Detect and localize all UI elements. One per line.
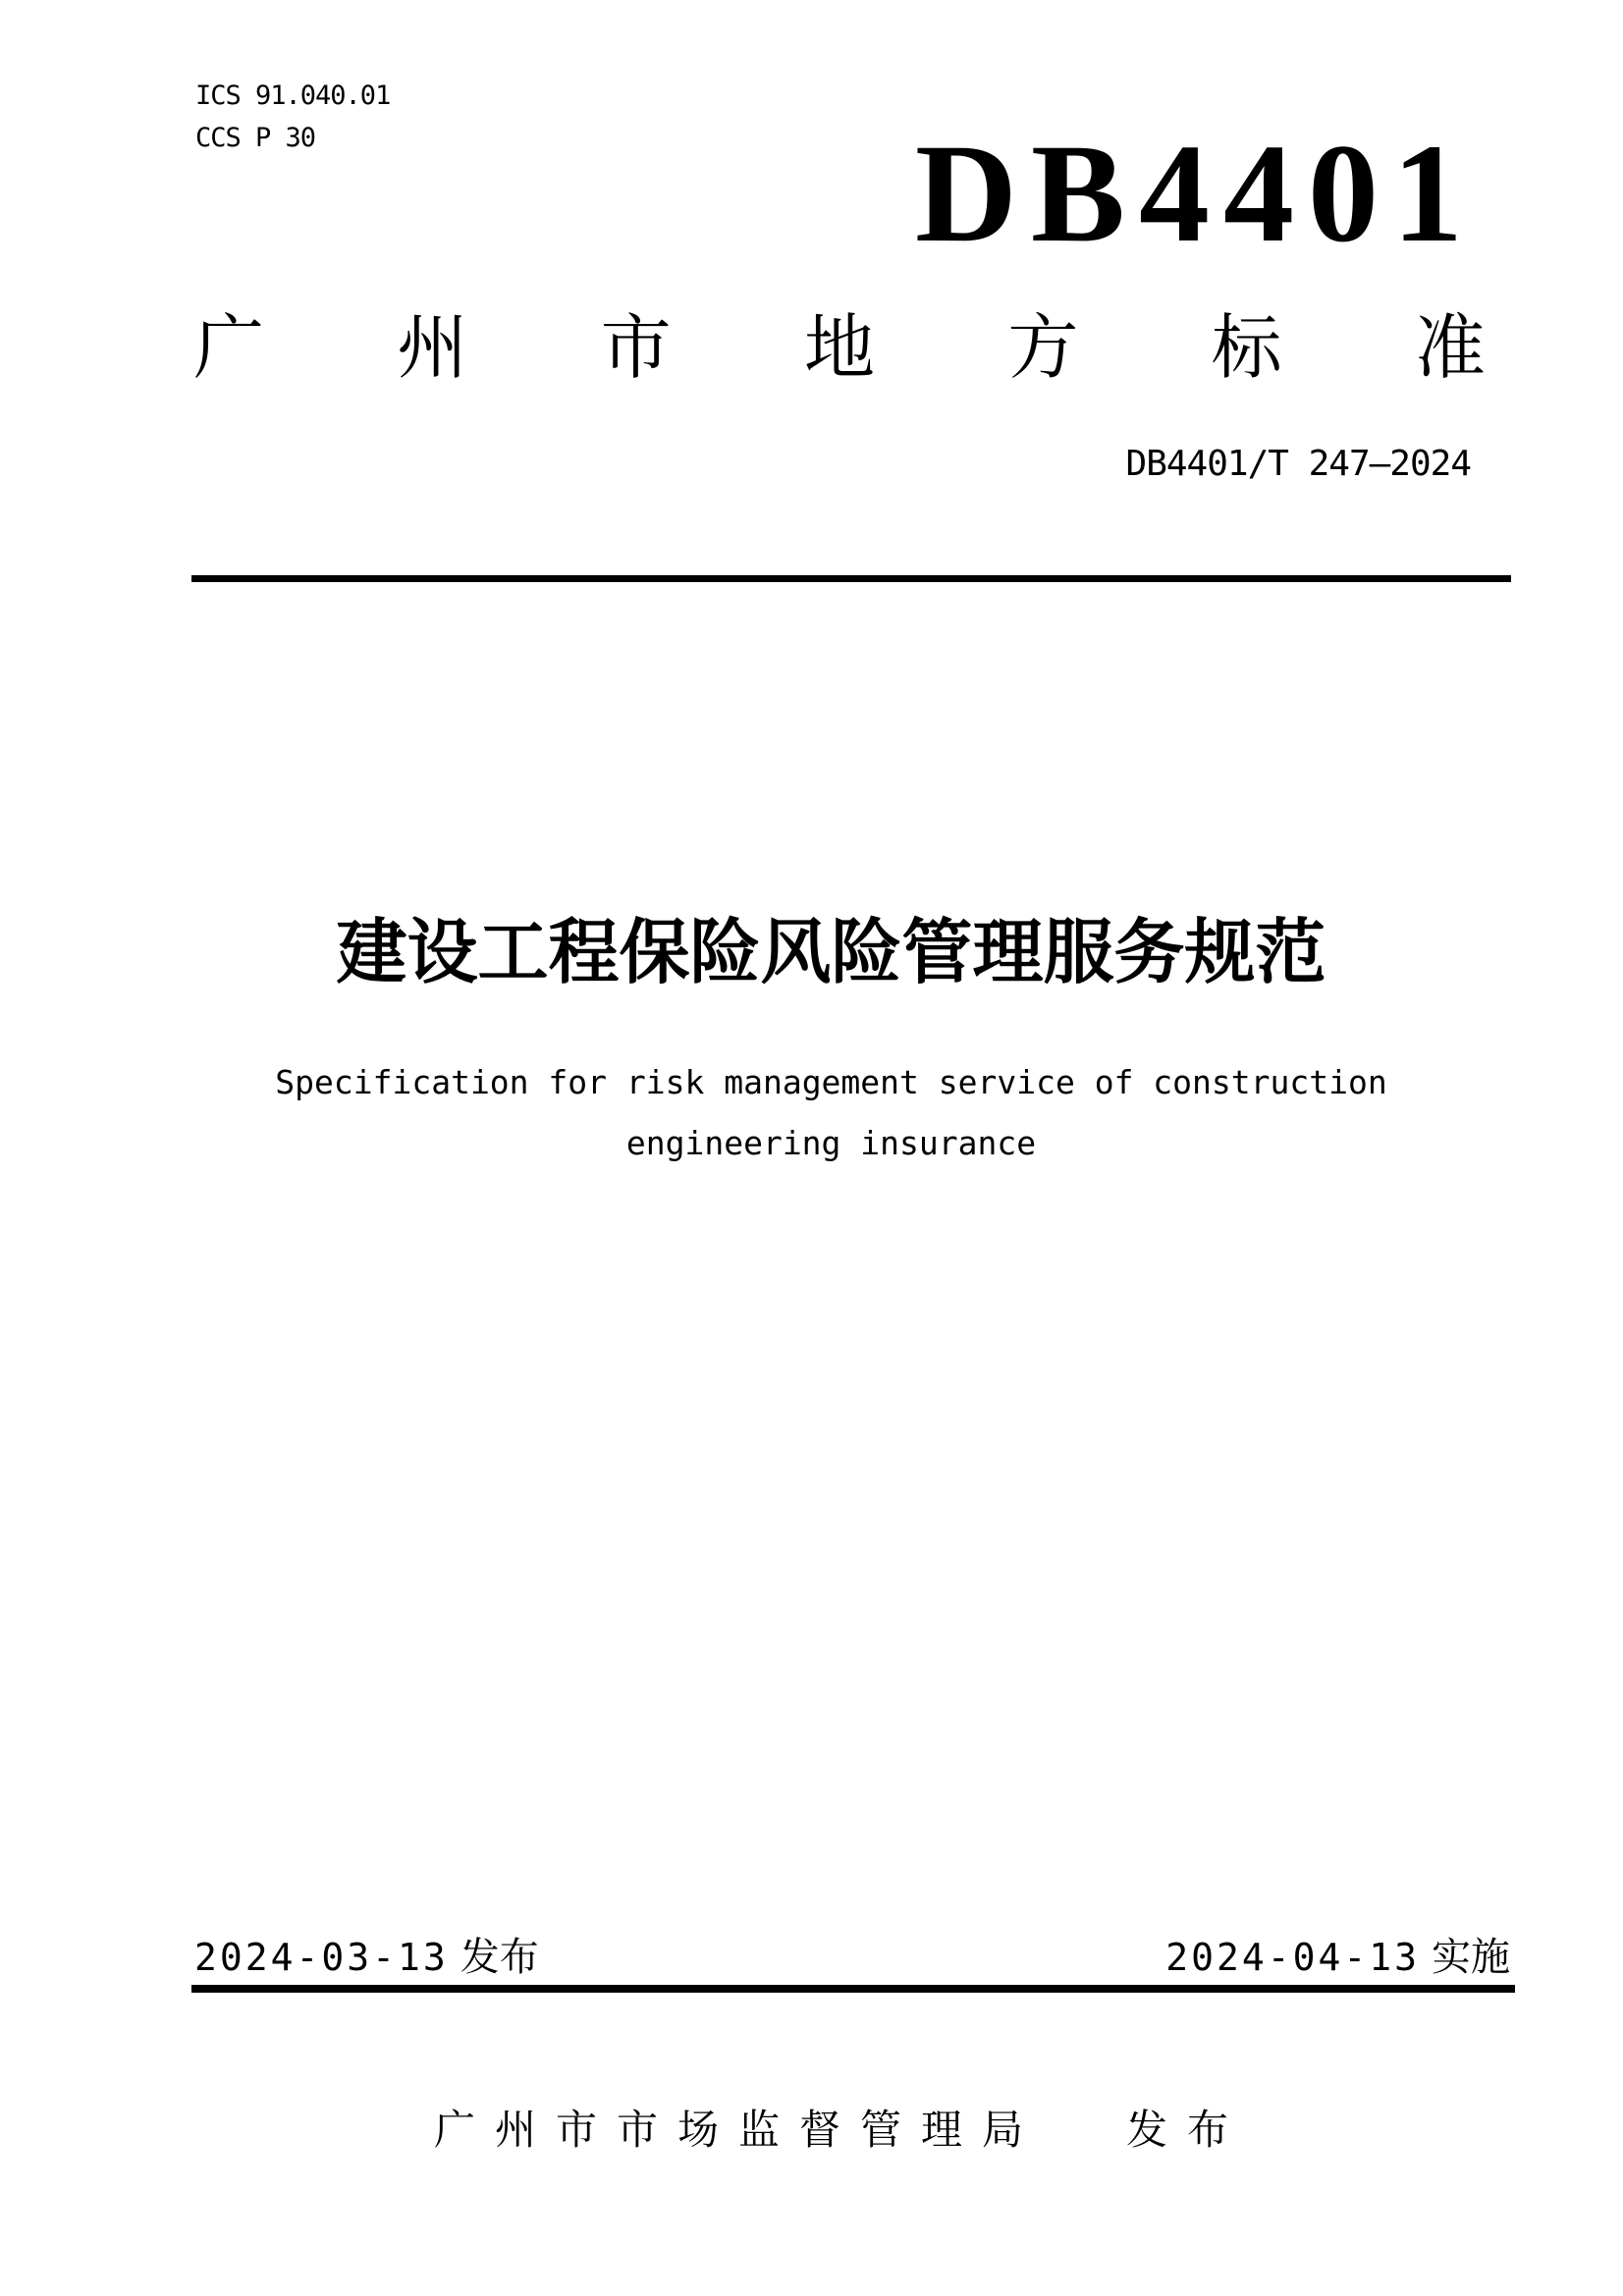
issue-date-item [194, 1936, 539, 1979]
issue-date: 2024-03-13 [194, 1936, 449, 1979]
standard-type-char: 方 [1007, 306, 1079, 389]
implementation-date: 2024-04-13 [1165, 1936, 1420, 1979]
classification-codes [195, 75, 390, 159]
document-title-en [20, 1052, 1623, 1174]
top-divider [191, 575, 1511, 582]
implementation-label: 实施 [1432, 1935, 1510, 1980]
bottom-divider [191, 1985, 1515, 1993]
publisher-row [20, 2107, 1623, 2154]
standard-logo: DB4401 [914, 116, 1477, 272]
standard-type-char: 广 [193, 306, 265, 389]
publisher-name: 广州市市场监督管理局 [433, 2106, 1043, 2154]
issue-label: 发布 [460, 1935, 539, 1980]
implementation-date-item [1165, 1936, 1510, 1979]
standard-type-char: 地 [803, 306, 875, 389]
document-title-cn: 建设工程保险风险管理服务规范 [336, 911, 1326, 993]
standard-type-char: 州 [397, 306, 468, 389]
dates-row [194, 1936, 1510, 1979]
document-title-en-line2: engineering insurance [625, 1124, 1037, 1162]
ics-code: ICS 91.040.01 [195, 80, 391, 111]
publisher-release-label: 发布 [1126, 2106, 1249, 2154]
ccs-code: CCS P 30 [195, 123, 316, 153]
standard-type-char: 市 [600, 306, 672, 389]
standard-type-char: 标 [1211, 306, 1282, 389]
document-title-en-line1: Specification for risk management service of construction [275, 1063, 1387, 1101]
local-standard-title [193, 306, 1486, 389]
standard-number: DB4401/T 247—2024 [1125, 444, 1471, 484]
standard-type-char: 准 [1414, 306, 1486, 389]
